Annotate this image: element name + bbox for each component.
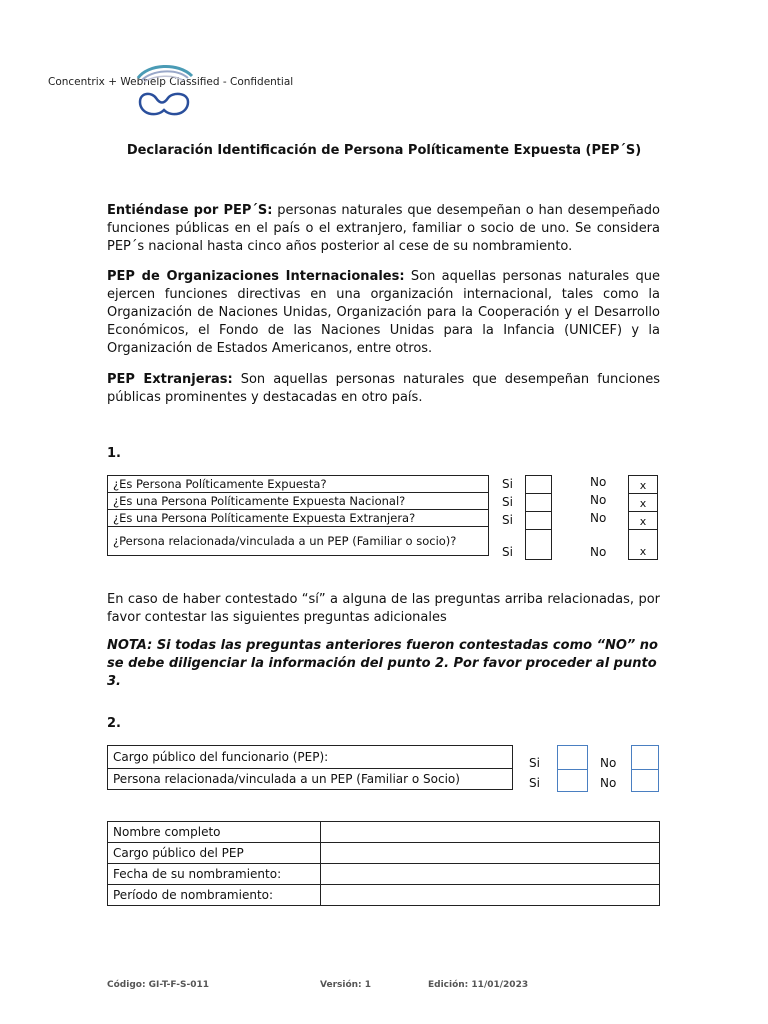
question-cell: Cargo público del funcionario (PEP): <box>108 746 513 769</box>
yes-label: Si <box>502 477 513 491</box>
yes-label: Si <box>502 495 513 509</box>
no-label: No <box>590 475 607 489</box>
footer-version: Versión: 1 <box>320 980 372 990</box>
no-checkbox[interactable] <box>631 745 659 770</box>
definition-peps <box>107 202 660 256</box>
definition-text: Son aquellas personas naturales que ejercen funciones directivas en una organización internacional, tales como la Organización de Naciones Unidas, Organización para la Cooperación y el Desarrollo Económicos, el Fondo de las Naciones Unidas para la Infancia (UNICEF) y la Organización de Estados Americanos, entre otros. <box>107 269 660 356</box>
field-label: Nombre completo <box>108 822 321 843</box>
section-2-number: 2. <box>107 716 121 731</box>
question-cell: ¿Es una Persona Políticamente Expuesta Extranjera? <box>108 510 489 527</box>
no-checkbox-checked[interactable]: x <box>628 529 658 560</box>
no-label: No <box>590 511 607 525</box>
appointment-period-field[interactable] <box>321 885 660 906</box>
definition-pep-international <box>107 268 660 358</box>
section-1-questions-table <box>107 475 489 556</box>
definition-text: Son aquellas personas naturales que desempeñan funciones públicas prominentes y destacadas en otro país. <box>107 372 660 405</box>
instruction-text: En caso de haber contestado “sí” a alguna de las preguntas arriba relacionadas, por favor contestar las siguientes preguntas adicionales <box>107 592 660 625</box>
appointment-date-field[interactable] <box>321 864 660 885</box>
document-title: Declaración Identificación de Persona Políticamente Expuesta (PEP´S) <box>126 143 642 158</box>
no-label: No <box>600 756 617 770</box>
yes-checkbox[interactable] <box>525 475 552 494</box>
no-checkbox-checked[interactable]: x <box>628 493 658 512</box>
question-cell: ¿Persona relacionada/vinculada a un PEP (Familiar o socio)? <box>108 527 489 556</box>
pep-details-table <box>107 821 660 906</box>
definition-term: Entiéndase por PEP´S: <box>107 203 273 218</box>
footer-edition: Edición: 11/01/2023 <box>428 980 529 990</box>
question-cell: ¿Es Persona Políticamente Expuesta? <box>108 476 489 493</box>
section-2-questions-table <box>107 745 513 790</box>
yes-checkbox[interactable] <box>525 511 552 530</box>
no-label: No <box>590 493 607 507</box>
definition-term: PEP de Organizaciones Internacionales: <box>107 269 405 284</box>
question-cell: ¿Es una Persona Políticamente Expuesta Nacional? <box>108 493 489 510</box>
yes-label: Si <box>502 513 513 527</box>
question-cell: Persona relacionada/vinculada a un PEP (Familiar o Socio) <box>108 769 513 790</box>
no-checkbox[interactable] <box>631 769 659 792</box>
yes-checkbox[interactable] <box>557 769 588 792</box>
no-checkbox-checked[interactable]: x <box>628 511 658 530</box>
note-text: NOTA: Si todas las preguntas anteriores fueron contestadas como “NO” no se debe diligenciar la información del punto 2. Por favor proceder al punto 3. <box>107 638 658 689</box>
yes-checkbox[interactable] <box>525 493 552 512</box>
yes-checkbox[interactable] <box>525 529 552 560</box>
definition-pep-foreign <box>107 371 660 407</box>
field-label: Fecha de su nombramiento: <box>108 864 321 885</box>
yes-checkbox[interactable] <box>557 745 588 770</box>
section-1-number: 1. <box>107 446 121 461</box>
company-logo <box>130 62 200 124</box>
footer-code: Código: GI-T-F-S-011 <box>107 980 209 990</box>
public-office-field[interactable] <box>321 843 660 864</box>
field-label: Período de nombramiento: <box>108 885 321 906</box>
yes-label: Si <box>529 756 540 770</box>
definition-text: personas naturales que desempeñan o han desempeñado funciones públicas en el país o el extranjero, familiar o socio de uno. Se considera PEP´s nacional hasta cinco años posterior al cese de su nombramiento. <box>107 203 660 254</box>
yes-label: Si <box>502 545 513 559</box>
no-checkbox-checked[interactable]: x <box>628 475 658 494</box>
field-label: Cargo público del PEP <box>108 843 321 864</box>
definition-term: PEP Extranjeras: <box>107 372 233 387</box>
classification-label: Concentrix + Webhelp Classified - Confidential <box>48 76 294 88</box>
yes-label: Si <box>529 776 540 790</box>
no-label: No <box>590 545 607 559</box>
no-label: No <box>600 776 617 790</box>
full-name-field[interactable] <box>321 822 660 843</box>
